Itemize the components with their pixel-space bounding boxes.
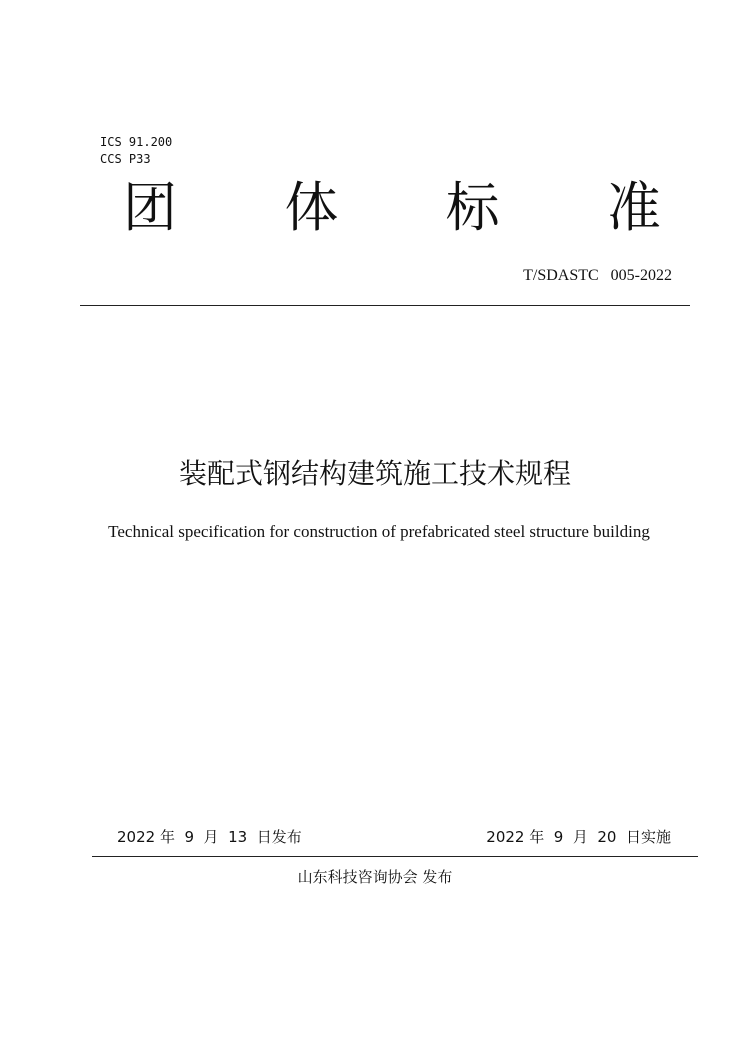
title-char: 标 — [445, 176, 500, 239]
top-divider — [80, 305, 690, 306]
title-char: 体 — [284, 176, 339, 239]
standard-number: T/SDASTC 005-2022 — [523, 267, 672, 284]
implementation-date: 2022 年 9 月 20 日实施 — [486, 828, 671, 846]
ics-code: ICS 91.200 — [100, 135, 173, 149]
release-date: 2022 年 9 月 13 日发布 — [117, 828, 302, 846]
chinese-title: 装配式钢结构建筑施工技术规程 — [178, 457, 571, 490]
document-type-title — [112, 172, 672, 244]
english-title: Technical specification for construction of prefabricated steel structure building — [108, 522, 650, 541]
title-char: 团 — [123, 176, 177, 239]
title-char: 准 — [606, 176, 661, 239]
classification-codes — [100, 134, 172, 168]
bottom-divider — [92, 856, 698, 857]
ccs-code: CCS P33 — [100, 152, 151, 166]
publisher: 山东科技咨询协会 发布 — [297, 868, 453, 886]
